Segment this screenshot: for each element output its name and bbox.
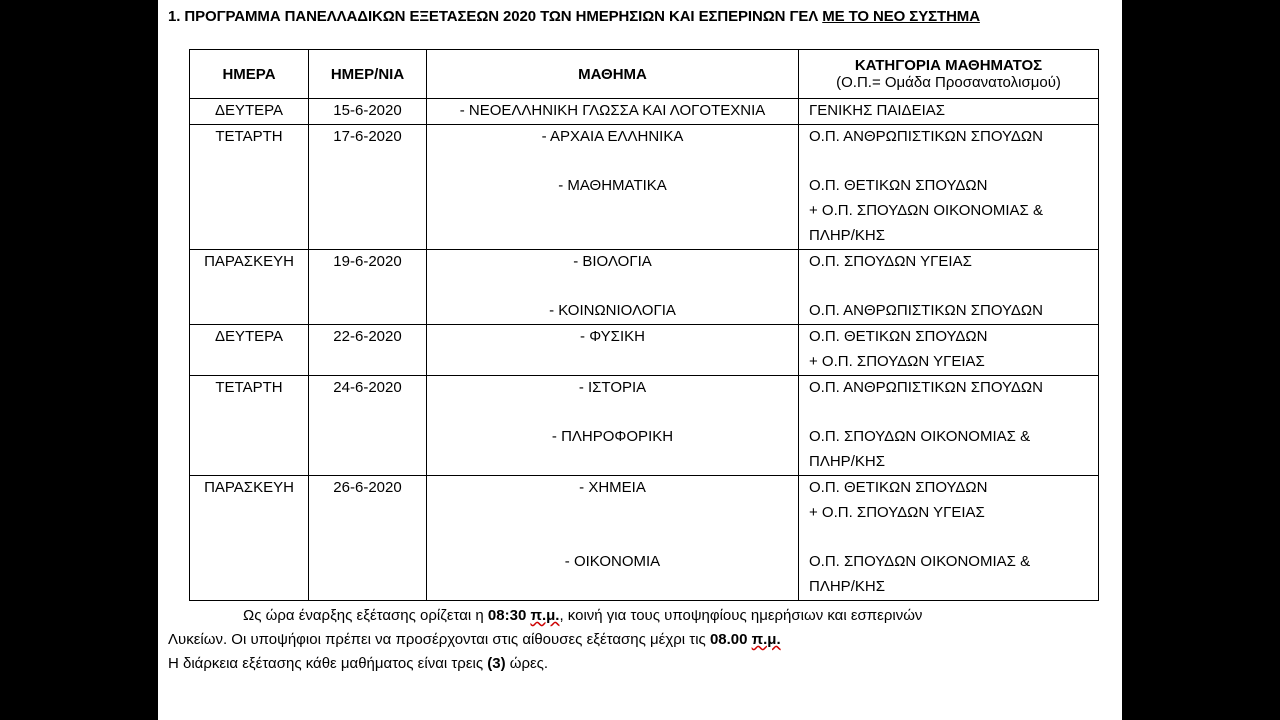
category-text: ΠΛΗΡ/ΚΗΣ [809,226,885,244]
title-main: 1. ΠΡΟΓΡΑΜΜΑ ΠΑΝΕΛΛΑΔΙΚΩΝ ΕΞΕΤΑΣΕΩΝ 2020 ΤΩΝ ΗΜΕΡΗΣΙΩΝ ΚΑΙ ΕΣΠΕΡΙΝΩΝ ΓΕΛ [168,8,823,25]
spacer [427,275,798,300]
note-pm: π.μ. [530,607,560,624]
row-date [309,99,427,125]
day-text: ΤΕΤΑΡΤΗ [215,127,283,145]
note-text: ώρες. [505,655,549,672]
spacer [427,401,798,426]
row-day [190,124,309,249]
spacer [809,150,1098,175]
spacer [809,526,1098,551]
date-text: 22-6-2020 [333,328,402,346]
spacer [427,450,798,475]
note-text: , κοινή για τους υποψηφίους ημερήσιων και εσπερινών [559,607,923,624]
row-date [309,325,427,376]
note-pm: π.μ. [751,631,781,648]
page-edge-left [158,706,168,720]
row-categories [799,325,1099,376]
day-text: ΠΑΡΑΣΚΕΥΗ [204,252,294,270]
note-start-time [168,604,1118,628]
row-day [190,99,309,125]
exam-notes [168,604,1118,676]
note-hours: (3) [487,655,506,672]
spacer [427,150,798,175]
exam-schedule-table [189,49,1099,601]
category-text: Ο.Π. ΣΠΟΥΔΩΝ ΟΙΚΟΝΟΜΙΑΣ & [809,553,1031,571]
category-text: + Ο.Π. ΣΠΟΥΔΩΝ ΥΓΕΙΑΣ [809,503,985,521]
date-text: 19-6-2020 [333,252,402,270]
row-date [309,375,427,475]
note-arrival-time [168,628,1118,652]
row-subjects [427,375,799,475]
subject-text: - ΙΣΤΟΡΙΑ [578,378,647,396]
table-row [190,475,1099,600]
table-row [190,375,1099,475]
category-text: Ο.Π. ΑΝΘΡΩΠΙΣΤΙΚΩΝ ΣΠΟΥΔΩΝ [809,378,1043,396]
category-text: + Ο.Π. ΣΠΟΥΔΩΝ ΟΙΚΟΝΟΜΙΑΣ & [809,202,1044,220]
row-categories [799,375,1099,475]
subject-text: - ΑΡΧΑΙΑ ΕΛΛΗΝΙΚΑ [541,127,684,145]
header-day: ΗΜΕΡΑ [190,50,309,99]
note-time: 08:30 [487,607,527,624]
date-text: 15-6-2020 [333,102,402,119]
category-text: Ο.Π. ΑΝΘΡΩΠΙΣΤΙΚΩΝ ΣΠΟΥΔΩΝ [809,302,1043,320]
row-date [309,475,427,600]
category-text: ΠΛΗΡ/ΚΗΣ [809,578,885,596]
note-text: Η διάρκεια εξέτασης κάθε μαθήματος είναι τρεις [168,655,488,672]
row-day [190,325,309,376]
category-text: ΠΛΗΡ/ΚΗΣ [809,453,885,471]
day-text: ΔΕΥΤΕΡΑ [214,328,284,346]
header-category-label: ΚΑΤΗΓΟΡΙΑ ΜΑΘΗΜΑΤΟΣ [854,57,1043,74]
row-day [190,249,309,324]
table-body [190,99,1099,601]
note-text: Λυκείων. Οι υποψήφιοι πρέπει να προσέρχονται στις αίθουσες εξέτασης μέχρι τις [168,631,710,648]
table-row [190,99,1099,125]
table-row [190,325,1099,376]
day-text: ΠΑΡΑΣΚΕΥΗ [204,478,294,496]
note-text: Ως ώρα έναρξης εξέτασης ορίζεται η [243,607,488,624]
table-row [190,249,1099,324]
subject-text: - ΟΙΚΟΝΟΜΙΑ [564,553,661,571]
note-time: 08.00 [709,631,748,648]
category-text: Ο.Π. ΘΕΤΙΚΩΝ ΣΠΟΥΔΩΝ [809,177,988,195]
row-day [190,475,309,600]
subject-text: - ΚΟΙΝΩΝΙΟΛΟΓΙΑ [549,302,676,320]
header-date: ΗΜΕΡ/ΝΙΑ [309,50,427,99]
row-day [190,375,309,475]
date-text: 17-6-2020 [333,127,402,145]
table-row [190,124,1099,249]
row-subjects [427,249,799,324]
header-category [799,50,1099,99]
row-subjects [427,475,799,600]
subject-text: - ΠΛΗΡΟΦΟΡΙΚΗ [551,428,674,446]
document-title [168,8,980,25]
row-categories [799,475,1099,600]
row-subjects [427,325,799,376]
spacer [427,350,798,375]
category-text: Ο.Π. ΘΕΤΙΚΩΝ ΣΠΟΥΔΩΝ [809,328,988,346]
day-text: ΔΕΥΤΕΡΑ [214,102,284,119]
subject-text: - ΝΕΟΕΛΛΗΝΙΚΗ ΓΛΩΣΣΑ ΚΑΙ ΛΟΓΟΤΕΧΝΙΑ [459,102,766,119]
category-text: Ο.Π. ΑΝΘΡΩΠΙΣΤΙΚΩΝ ΣΠΟΥΔΩΝ [809,127,1043,145]
category-text: Ο.Π. ΣΠΟΥΔΩΝ ΥΓΕΙΑΣ [809,252,972,270]
row-categories [799,249,1099,324]
row-subjects [427,124,799,249]
subject-text: - ΧΗΜΕΙΑ [579,478,646,496]
category-text: Ο.Π. ΣΠΟΥΔΩΝ ΟΙΚΟΝΟΜΙΑΣ & [809,428,1031,446]
subject-text: - ΒΙΟΛΟΓΙΑ [573,252,652,270]
row-subjects [427,99,799,125]
category-text: ΓΕΝΙΚΗΣ ΠΑΙΔΕΙΑΣ [809,102,946,119]
category-text: Ο.Π. ΘΕΤΙΚΩΝ ΣΠΟΥΔΩΝ [809,478,988,496]
spacer [427,199,798,224]
note-duration [168,652,1118,676]
spacer [427,575,798,600]
row-categories [799,99,1099,125]
title-underlined: ΜΕ ΤΟ ΝΕΟ ΣΥΣΤΗΜΑ [822,8,980,25]
row-date [309,249,427,324]
table-header-row [190,50,1099,99]
date-text: 26-6-2020 [333,478,402,496]
subject-text: - ΦΥΣΙΚΗ [580,328,645,346]
row-categories [799,124,1099,249]
header-category-note: (Ο.Π.= Ομάδα Προσανατολισμού) [836,74,1061,91]
date-text: 24-6-2020 [333,378,402,396]
row-date [309,124,427,249]
subject-text: - ΜΑΘΗΜΑΤΙΚΑ [558,177,667,195]
spacer [427,501,798,526]
spacer [809,275,1098,300]
spacer [427,526,798,551]
page-edge-right [1112,706,1122,720]
category-text: + Ο.Π. ΣΠΟΥΔΩΝ ΥΓΕΙΑΣ [809,352,985,370]
document-page [158,0,1122,720]
header-subject: ΜΑΘΗΜΑ [427,50,799,99]
spacer [809,401,1098,426]
day-text: ΤΕΤΑΡΤΗ [215,378,283,396]
